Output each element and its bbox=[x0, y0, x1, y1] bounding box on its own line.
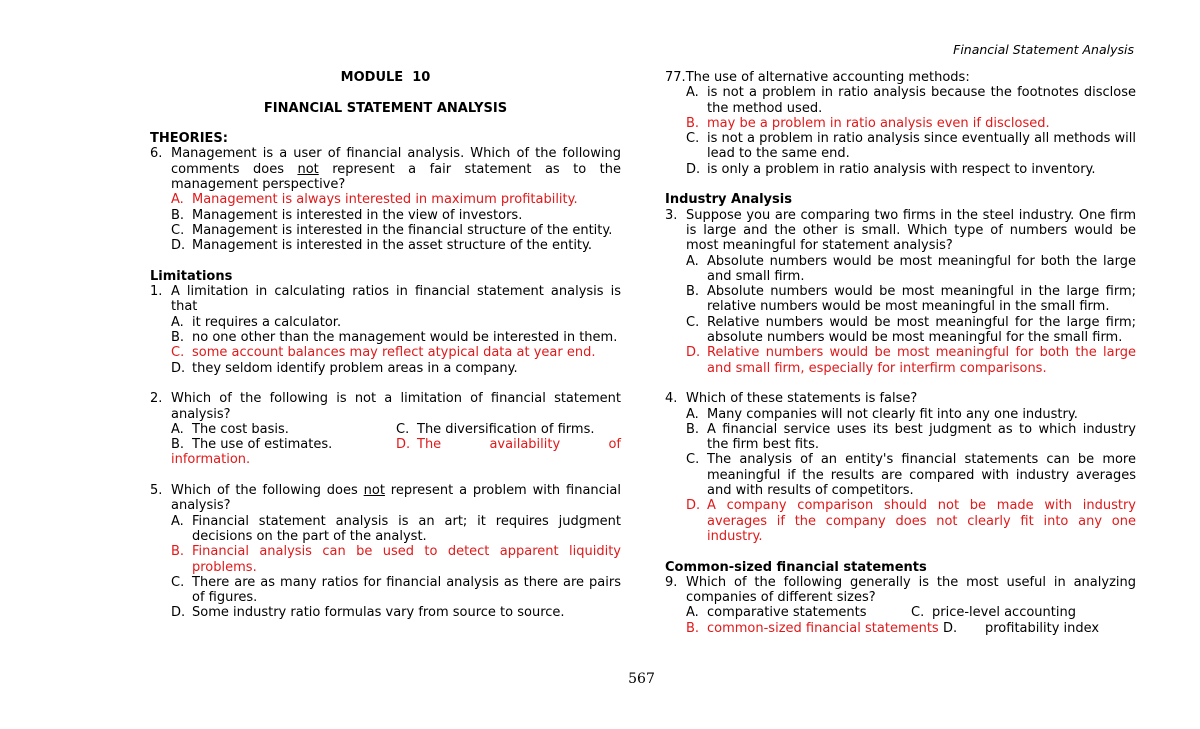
question-text: Which of the following is not a limitation of financial statement analysis? bbox=[171, 391, 621, 422]
answer-option-correct: B. may be a problem in ratio analysis even if disclosed. bbox=[686, 115, 1050, 131]
answer-option: D. Some industry ratio formulas vary from source to source. bbox=[171, 605, 565, 621]
question-5 bbox=[150, 483, 621, 514]
limitations-heading: Limitations bbox=[150, 268, 233, 284]
question-4 bbox=[665, 391, 1136, 406]
question-text: A limitation in calculating ratios in financial statement analysis is that bbox=[171, 284, 621, 315]
answer-option: D. is only a problem in ratio analysis with respect to inventory. bbox=[686, 161, 1096, 177]
answer-option: B. Absolute numbers would be most meaningful in the large firm; relative numbers would be most meaningful in the small firm. bbox=[686, 284, 1136, 315]
answer-option: D. profitability index bbox=[943, 620, 1100, 636]
industry-analysis-heading: Industry Analysis bbox=[665, 192, 792, 208]
answer-option: B. A financial service uses its best judgment as to which industry the firm best fits. bbox=[686, 421, 1136, 453]
question-text: Which of the following generally is the most useful in analyzing companies of different sizes? bbox=[686, 574, 1136, 606]
options-list bbox=[686, 254, 1136, 376]
options-list bbox=[686, 407, 1136, 545]
question-9 bbox=[665, 575, 1136, 606]
answer-option-correct: D. The availability of bbox=[396, 437, 621, 453]
question-number: 9. bbox=[665, 574, 678, 590]
answer-option: A. is not a problem in ratio analysis because the footnotes disclose the method used. bbox=[686, 85, 1136, 116]
left-column bbox=[150, 70, 621, 621]
page-number: 567 bbox=[628, 671, 655, 687]
answer-option: C. Relative numbers would be most meaningful for the large firm; absolute numbers would be most meaningful for the small firm. bbox=[686, 314, 1136, 346]
question-number: 6. bbox=[150, 146, 163, 162]
answer-option-correct: C. some account balances may reflect atypical data at year end. bbox=[171, 345, 596, 361]
running-header: Financial Statement Analysis bbox=[953, 42, 1134, 57]
answer-option: A. The cost basis. bbox=[171, 421, 289, 437]
answer-option: C. Management is interested in the financial structure of the entity. bbox=[171, 222, 613, 238]
answer-option: A. comparative statements bbox=[686, 605, 867, 621]
question-text: Which of these statements is false? bbox=[686, 391, 918, 407]
question-number: 3. bbox=[665, 207, 678, 223]
answer-option: B. no one other than the management would be interested in them. bbox=[171, 330, 618, 346]
question-text: Management is a user of financial analysis. Which of the following comments does not represent a fair statement as to the management perspective? bbox=[171, 146, 622, 193]
question-3 bbox=[665, 208, 1136, 254]
answer-option: C. There are as many ratios for financial analysis as there are pairs of figures. bbox=[171, 574, 621, 606]
question-text: The use of alternative accounting methods: bbox=[685, 70, 970, 85]
question-77 bbox=[665, 70, 1136, 85]
underlined-word: not bbox=[363, 483, 385, 499]
underlined-word: not bbox=[297, 161, 319, 177]
question-2 bbox=[150, 391, 621, 422]
question-number: 2. bbox=[150, 391, 163, 407]
answer-option: A. Many companies will not clearly fit into any one industry. bbox=[686, 406, 1078, 422]
right-column bbox=[665, 70, 1136, 636]
answer-option: A. Financial statement analysis is an art; it requires judgment decisions on the part of the analyst. bbox=[171, 513, 621, 544]
answer-option-correct: B. Financial analysis can be used to detect apparent liquidity problems. bbox=[171, 544, 621, 575]
answer-option-correct: A. Management is always interested in maximum profitability. bbox=[171, 192, 578, 208]
answer-option: C. is not a problem in ratio analysis since eventually all methods will lead to the same end. bbox=[686, 131, 1136, 162]
answer-option: C. The analysis of an entity's financial statements can be more meaningful if the results are compared with industry averages and with results of competitors. bbox=[686, 452, 1136, 499]
options-list bbox=[686, 85, 1136, 177]
common-sized-heading: Common-sized financial statements bbox=[665, 559, 927, 575]
question-6 bbox=[150, 146, 621, 192]
answer-option: C. The diversification of firms. bbox=[396, 421, 595, 437]
options-list bbox=[171, 192, 621, 253]
question-number: 1. bbox=[150, 284, 163, 300]
answer-option: A. Absolute numbers would be most meaningful for both the large and small firm. bbox=[686, 253, 1136, 284]
options-grid bbox=[171, 422, 621, 468]
options-grid bbox=[686, 605, 1136, 636]
answer-option: B. The use of estimates. bbox=[171, 437, 333, 453]
question-number: 77. bbox=[665, 70, 686, 85]
question-text: Suppose you are comparing two firms in the steel industry. One firm is large and the other is small. Which type of numbers would be most meaningful for statement analysis? bbox=[686, 207, 1136, 254]
answer-option: D. Management is interested in the asset structure of the entity. bbox=[171, 238, 593, 254]
answer-option-correct: D. Relative numbers would be most meaningful for both the large and small firm, especially for interfirm comparisons. bbox=[686, 345, 1136, 376]
answer-option: C. price-level accounting bbox=[911, 605, 1076, 621]
answer-option-correct: D. A company comparison should not be made with industry averages if the company does not clearly fit into any one industry. bbox=[686, 498, 1136, 544]
question-1 bbox=[150, 284, 621, 315]
answer-option-continuation: information. bbox=[171, 452, 251, 468]
theories-heading: THEORIES: bbox=[150, 131, 228, 147]
answer-option: A. it requires a calculator. bbox=[171, 314, 342, 330]
options-list bbox=[171, 514, 621, 621]
answer-option: D. they seldom identify problem areas in a company. bbox=[171, 360, 518, 376]
answer-option: B. Management is interested in the view of investors. bbox=[171, 207, 523, 223]
question-text: Which of the following does not represent a problem with financial analysis? bbox=[171, 483, 621, 514]
question-number: 5. bbox=[150, 483, 163, 499]
options-list bbox=[171, 315, 621, 376]
page-title: FINANCIAL STATEMENT ANALYSIS bbox=[263, 100, 508, 116]
module-heading: MODULE 10 bbox=[340, 70, 431, 85]
question-number: 4. bbox=[665, 391, 678, 407]
answer-option-correct: B. common-sized financial statements bbox=[686, 620, 939, 636]
